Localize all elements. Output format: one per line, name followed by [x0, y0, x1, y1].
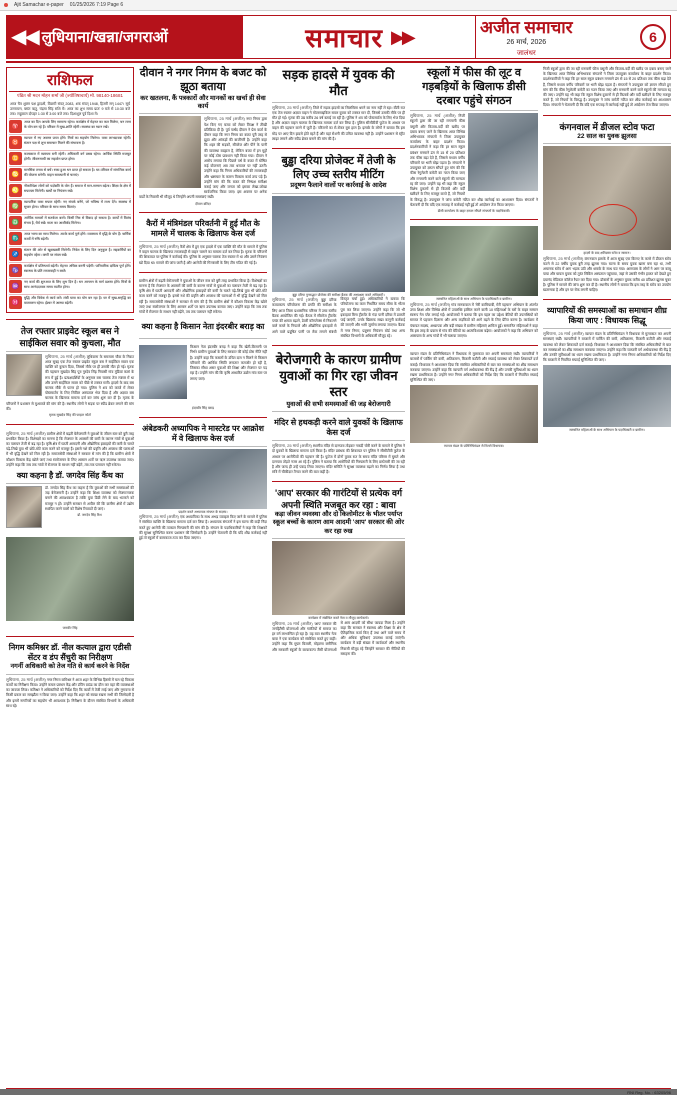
article-nagar-nigam — [139, 67, 267, 206]
column-4 — [410, 67, 538, 1085]
rule — [272, 440, 405, 441]
article-text: नगर निगम कमिश्नर ने आज शहर के विभिन्न हिस्सों में चल रहे विकास कार्यों का निरीक्षण किया। उन्होंने कचरा प्रबंधन केंद्र और डंपिंग ग्राउंड का दौरा कर वहां की व्यवस्थाओं का जायजा लिया। कमिश्नर ने अधिकारियों को निर्देश दिए कि कार्यों में तेजी लाई जाए और गुणवत्ता से किसी प्रकार का समझौता न किया जाए। उन्होंने कहा कि शहर को स्वच्छ रखना सभी की जिम्मेदारी है और इसमें नागरिकों का सहयोग भी आवश्यक है। निरीक्षण के दौरान संबंधित विभागों के अधिकारी साथ रहे। — [6, 677, 135, 708]
horoscope-subtitle: पंडित श्री मदन मोहन शर्मा जी (ज्योतिषाचार्य) मो. 98140-18681 — [17, 93, 123, 98]
article-photo — [272, 541, 405, 615]
column-3 — [272, 67, 405, 1085]
masthead-title-block — [243, 16, 475, 58]
list-item — [9, 214, 131, 230]
rule — [272, 538, 405, 539]
zodiac-text: आज का दिन आपके लिए सामान्य रहेगा। कार्यक्षेत्र में मेहनत का फल मिलेगा, धन लाभ के योग बन रहे हैं। परिवार में सुख-शांति रहेगी। स्वास्थ्य का ध्यान रखें। — [24, 120, 131, 130]
article-photo-group — [6, 537, 134, 621]
article-photo — [543, 146, 671, 250]
article-byline: लुधियाना, 25 मार्च (अजीत) — [6, 430, 46, 436]
article-text: स्थानीय मंदिर से दानपात्र तोड़कर नकदी चोरी करने के मामले में पुलिस ने दो युवकों के खिलाफ मामला दर्ज किया है। मंदिर प्रबंधक की शिकायत पर पुलिस ने सीसीटीवी फुटेज के आधार पर आरोपियों की पहचान की है। फुटेज में दोनों युवक रात के समय मंदिर परिसर में घुसते और दानपात्र तोड़ते नजर आ रहे हैं। पुलिस ने बताया कि आरोपियों की गिरफ्तारी के लिए छापेमारी की जा रही है और जल्द ही उन्हें पकड़ लिया जाएगा। मंदिर समिति ने सुरक्षा व्यवस्था बढ़ाने का निर्णय लिया है तथा रात्रि में चौकीदार तैनात करने की बात कही है। — [272, 444, 406, 475]
article-headline: निगम कमिश्नर डॉ. नील कत्याल द्वारा एडीसी सेंटर व डंप सैंचुरी का निरीक्षण — [8, 643, 132, 663]
article-subheadline: नगर्नी अधिकारी को तेज गति से कार्य करने के निर्देश — [10, 663, 130, 671]
article-headline: 'आप' सरकार की गारंटियों से प्रत्येक वर्ग अपनी स्थिति मजबूत कर रहा : बावा — [274, 488, 403, 510]
masthead-edition-block — [7, 16, 243, 58]
masthead-brand-block — [475, 16, 670, 58]
article-byline: लुधियाना, 25 मार्च (अजीत) — [543, 255, 584, 261]
article-photo — [6, 486, 42, 528]
photo-caption: डॉ. जगदेव सिंह कैंथ — [77, 512, 102, 517]
article-subheadline: क्या कहना है डॉ. जगदेव सिंह कैंथ का — [16, 470, 124, 480]
content-grid — [6, 67, 671, 1085]
rule — [6, 351, 134, 352]
zodiac-text: संतान की ओर से खुशखबरी मिलेगी। निवेश के लिए दिन अनुकूल है। सहकर्मियों का सहयोग रहेगा। वाणी पर संयम रखें। — [24, 248, 131, 258]
article-photo — [543, 365, 671, 427]
article-text-2: डॉ. जगदेव सिंह कैंथ का कहना है कि युवाओं की सभी समस्याओं की जड़ बेरोजगारी है। उन्होंने कहा कि शिक्षा व्यवस्था को रोजगारपरक बनाने की आवश्यकता है ताकि युवा डिग्री लेने के बाद भटकने को मजबूर न हों। उन्होंने सरकार से अपील की कि ग्रामीण क्षेत्रों में उद्योग स्थापित करने वालों को विशेष रियायतें दी जाएं। — [45, 485, 134, 511]
zodiac-text: मानसिक तनाव से बचें। रुका हुआ धन प्राप्त हो सकता है। घर-परिवार में मांगलिक कार्य की योजना बनेगी। वाहन सावधानी से चलाएं। — [24, 168, 131, 178]
article-byline: लुधियाना, 25 मार्च (अजीत) — [204, 116, 245, 122]
article-ambedkar — [139, 424, 267, 541]
article-headline: अंबेडकरी अध्यापिक ने मास्टरेड पर आक्रोश में वे खिलाफ केस दर्ज — [142, 423, 264, 443]
photo-caption: दीवान बरिंदर — [195, 201, 211, 206]
article-road-death — [272, 67, 405, 142]
zodiac-icon: ♋ — [9, 168, 22, 181]
window-title: Ajit Samachar e-paper — [14, 2, 64, 8]
list-item — [9, 230, 131, 246]
photo-caption: कार्यक्रम में संबोधित करते नेता व मौजूद कार्यकर्ता। — [308, 616, 369, 621]
photo-caption: बुड्ढा दरिया पुनरुद्धार प्रोजेक्ट की समीक्षा बैठक की अध्यक्षता करते अधिकारी। — [292, 292, 385, 297]
rule — [543, 143, 671, 144]
article-text: 'आप' सरकार की जनहितैषी योजनाओं और गारंटियों से समाज का हर वर्ग लाभान्वित हो रहा है। यह बात स्थानीय नेता बावा ने एक कार्यक्रम को संबोधित करते हुए कही। उन्होंने कहा कि मुफ्त बिजली, मोहल्ला क्लीनिक और सरकारी स्कूलों के कायाकल्प जैसी योजनाओं से आम आदमी को सीधा फायदा मिला है। उन्होंने कहा कि सरकार ने स्वास्थ्य और शिक्षा के क्षेत्र में ऐतिहासिक कार्य किए हैं तथा आने वाले समय में और अधिक सुविधाएं उपलब्ध कराई जाएंगी। कार्यक्रम में बड़ी संख्या में कार्यकर्ता और स्थानीय निवासी मौजूद रहे जिन्होंने सरकार की नीतियों की सराहना की। — [272, 620, 405, 656]
article-body-2 — [6, 486, 134, 512]
article-headline: मंदिर से हथकड़ी करने वाले युवकों के खिलाफ केस दर्ज — [274, 418, 403, 438]
section-divider — [139, 417, 267, 418]
article-body — [543, 331, 671, 363]
article-byline: लुधियाना, 25 मार्च (अजीत) — [45, 353, 86, 359]
article-text: कंगनवाल इलाके में आज सुबह एक किराए के कमरे में डीजल स्टोव फटने से 22 वर्षीय युवक बुरी तरह झुलस गया। घटना के समय युवक खाना बना रहा था, तभी अचानक स्टोव में आग भड़क उठी और धमाके के साथ फट गया। आसपास के लोगों ने आग पर काबू पाया और घायल युवक को तुरंत सिविल अस्पताल पहुंचाया, जहां से उसकी गंभीर हालत को देखते हुए दयानंद मेडिकल कॉलेज रैफर कर दिया गया। डॉक्टरों के अनुसार युवक करीब 40 प्रतिशत झुलस चुका है। पुलिस ने मामले की जांच शुरू कर दी है। स्थानीय लोगों ने बताया कि इस तरह के स्टोव का उपयोग खतरनाक है और इन पर रोक लगनी चाहिए। — [543, 256, 671, 292]
article-headline: व्यापारियों की समस्याओं का समाधान शीघ्र किया जाए : विधायक सिद्धू — [547, 306, 667, 326]
list-item — [9, 134, 131, 150]
photo-caption: प्रदर्शन करते अध्यापक संगठन के सदस्य। — [178, 509, 228, 514]
article-text: व्यापार मंडल के प्रतिनिधिमंडल ने विधायक से मुलाकात कर अपनी समस्याएं रखीं। व्यापारियों ने बाजारों में पार्किंग की कमी, अतिक्रमण, बिजली कटौती और सफाई व्यवस्था को लेकर शिकायतें दर्ज कराईं। विधायक ने आश्वासन दिया कि संबंधित अधिकारियों से बात कर समस्याओं का शीघ्र समाधान करवाया जाएगा। उन्होंने कहा कि व्यापारी वर्ग अर्थव्यवस्था की रीढ़ है और उनकी सुविधाओं का ध्यान रखना प्राथमिकता है। उन्होंने नगर निगम अधिकारियों को निर्देश दिए कि बाजारों में नियमित सफाई सुनिश्चित की जाए। — [543, 332, 672, 363]
list-item — [9, 294, 131, 310]
rule — [543, 328, 671, 329]
article-body — [6, 431, 134, 468]
footer-rni: RNI Reg. No. : 63205/96 — [627, 1090, 671, 1095]
article-byline: लुधियाना, 25 मार्च (अजीत) — [410, 301, 451, 307]
column-1 — [6, 67, 134, 1085]
zodiac-icon: ♑ — [9, 264, 22, 277]
section-divider — [272, 345, 405, 346]
article-text: नगर निगम द्वारा पेश किए गए बजट को लेकर विपक्ष ने तीखी प्रतिक्रिया दी है। पूर्व पार्षद दीवान ने प्रेस वार्ता के दौरान कहा कि नगर निगम का बजट पूरी तरह से झूठा और आंकड़ों की बाजीगरी है। उन्होंने कहा कि शहर की सड़कों, सीवरेज और पीने के पानी की व्यवस्था बदहाल है, लेकिन बजट में इन मुद्दों पर कोई ठोस प्रावधान नहीं किया गया। दीवान ने आरोप लगाया कि पिछले वर्ष के बजट में घोषित कई योजनाएं अब तक धरातल पर नहीं उतरीं। उन्होंने कहा कि निगम अधिकारियों की लापरवाही और भ्रष्टाचार के कारण विकास कार्य ठप्प पड़े हैं। उन्होंने मांग की कि बजट की निष्पक्ष समीक्षा कराई जाए और जनता को इसका लेखा-जोखा सार्वजनिक किया जाए। इस अवसर पर अनेक वार्डों के निवासी भी मौजूद थे जिन्होंने अपनी समस्याएं रखीं। — [139, 117, 268, 200]
photo-caption: सम्मानित महिलाओं के साथ अभियान के पदाधिकारी व ग्रामीण। — [569, 428, 645, 433]
article-headline: सड़क हादसे में युवक की मौत — [282, 67, 395, 99]
article-cylinder — [543, 122, 671, 294]
article-kairon — [139, 219, 267, 266]
zodiac-text: कार्यक्षेत्र में प्रतिस्पर्धा बढ़ेगी। मेहनत अधिक करनी पड़ेगी। पारिवारिक दायित्व पूर्ण होंगे। स्वास्थ्य के प्रति लापरवाही न बरतें। — [24, 264, 131, 274]
zodiac-text: व्यापार में नए अवसर प्राप्त होंगे। मित्रों का सहयोग मिलेगा। यात्रा लाभदायक रहेगी। संतान पक्ष से शुभ समाचार मिलने की संभावना है। — [24, 136, 131, 146]
rule — [139, 241, 267, 242]
article-byline: लुधियाना, 25 मार्च (अजीत) — [139, 514, 179, 520]
rule — [272, 102, 405, 103]
article-text: ग्रामीण क्षेत्रों में बढ़ती बेरोजगारी ने युवाओं के जीवन स्तर को बुरी तरह प्रभावित किया है। विशेषज्ञों का मानना है कि रोजगार के अवसरों की कमी के कारण गांवों से युवाओं का पलायन तेजी से बढ़ रहा है। कृषि क्षेत्र में घटती आमदनी और औद्योगिक इकाइयों की कमी के चलते पढ़े-लिखे युवा भी छोटे-मोटे काम करने को मजबूर हैं। इससे नशे की प्रवृत्ति और अपराध की घटनाओं में भी वृद्धि देखने को मिल रही है। समाजसेवी संस्थाओं ने सरकार से मांग की है कि ग्रामीण क्षेत्रों में कौशल विकास केंद्र खोले जाएं तथा स्वरोजगार के लिए आसान शर्तों पर ऋण उपलब्ध कराया जाए। उन्होंने कहा कि जब तक गांवों में रोजगार के साधन नहीं बढ़ेंगे, तब तक पलायन नहीं रुकेगा। — [6, 431, 134, 467]
rule — [6, 674, 134, 675]
list-item — [9, 278, 131, 294]
rule — [272, 193, 405, 194]
article-bus-accident — [6, 326, 134, 417]
article-photo — [6, 354, 42, 396]
section-divider — [410, 345, 538, 346]
article-subheadline: कड़ा जीवन व्यवस्था और दो किलोमीटर के भीतर पर्याप्त स्कूल बच्चों के कारण आम आदमी 'आप' सरकार की ओर कर रहा रुख — [272, 510, 405, 535]
photo-caption: इंदरबीर सिंह बराड़ — [192, 406, 214, 411]
article-byline: लुधियाना, 25 मार्च (अजीत) — [272, 620, 313, 626]
zodiac-icon: ♍ — [9, 200, 22, 213]
list-item — [9, 150, 131, 166]
article-body — [543, 67, 671, 109]
article-text: गांव मानकवाल में 'मेरी कामियाबी, मेरी पहचान' अभियान के अंतर्गत उच्च शिक्षा और विभिन्न क्षेत्रों में उपलब्धि हासिल करने वाली 10 महिलाओं के घरों के बाहर सम्मान स्वरूप नेम प्लेट लगाई गईं। आयोजकों ने बताया कि इस पहल का उद्देश्य बेटियों की उपलब्धियों को समाज में पहचान दिलाना और अन्य लड़कियों को आगे बढ़ने के लिए प्रेरित करना है। कार्यक्रम में पंचायत सदस्य, अध्यापक और बड़ी संख्या में ग्रामीण महिलाएं शामिल हुईं। सम्मानित महिलाओं ने कहा कि इस तरह के प्रयास से गांव की बेटियों का आत्मविश्वास बढ़ेगा। आयोजकों ने कहा कि अभियान को आसपास के अन्य गांवों में भी चलाया जाएगा। — [410, 302, 539, 338]
article-byline: लुधियाना, 25 मार्च (अजीत) — [139, 244, 179, 250]
column-2 — [139, 67, 267, 1085]
article-byline: लुधियाना, 25 मार्च (अजीत) — [272, 443, 312, 449]
article-unemployment-main — [272, 352, 405, 414]
article-women-awards-col4 — [410, 226, 538, 339]
zodiac-icon: ♌ — [9, 184, 22, 197]
article-headline: बुड्ढा दरिया प्रोजेक्ट में तेजी के लिए उच्च स्तरीय मीटिंग — [281, 154, 396, 181]
article-body — [410, 113, 538, 208]
article-school-fees — [410, 67, 538, 213]
rule — [410, 110, 538, 111]
article-aap-govt — [272, 488, 405, 657]
rule — [139, 446, 267, 447]
article-body — [139, 116, 267, 200]
masthead-rule — [6, 61, 671, 63]
article-byline: लुधियाना, 25 मार्च (अजीत) — [272, 297, 319, 303]
rule — [139, 113, 267, 114]
masthead — [6, 15, 671, 59]
photo-caption: मृतक सुखदेव सिंह की फाइल फोटो — [48, 413, 91, 418]
article-body — [6, 354, 134, 412]
article-text: जिले में सड़क हादसों का सिलसिला थमने का नाम नहीं ले रहा। बीती रात एक तेज रफ्तार अज्ञात वाहन ने मोटरसाइकिल सवार युवक को टक्कर मार दी, जिससे उसकी मौके पर ही मौत हो गई। मृतक की उम्र करीब 26 वर्ष बताई जा रही है। पुलिस ने शव को पोस्टमार्टम के लिए भेज दिया है और अज्ञात वाहन चालक के खिलाफ मामला दर्ज कर लिया है। पुलिस सीसीटीवी फुटेज के आधार पर वाहन की पहचान करने में जुटी है। परिजनों का रो-रोकर बुरा हाल है। इलाके के लोगों ने बताया कि इस मोड़ पर आए दिन हादसे होते रहते हैं और यहां रोशनी की उचित व्यवस्था नहीं है। उन्होंने प्रशासन से स्ट्रीट लाइट लगाने और स्पीड ब्रेकर बनाने की मांग की है। — [272, 105, 406, 141]
article-subheadline: युवाओं की सभी समस्याओं की जड़ बेरोजगारी — [286, 400, 391, 408]
article-theft-case — [272, 418, 405, 475]
zodiac-text: आज भाग्य का साथ मिलेगा। अटके कार्य पूर्ण होंगे। व्यवसाय में वृद्धि के योग हैं। धार्मिक कार्यों में रुचि बढ़ेगी। — [24, 232, 131, 242]
article-body — [410, 352, 538, 383]
article-body — [410, 302, 538, 339]
edition-label: लुधियाना/खन्ना/जगराओं — [41, 29, 168, 46]
article-photo — [468, 113, 538, 191]
zodiac-text: आर्थिक मामलों में सतर्कता बरतें। किसी मित्र से विवाद हो सकता है। कार्यों में विलंब संभव है, धैर्य रखें। माता का आशीर्वाद मिलेगा। — [24, 216, 131, 226]
article-photo — [272, 196, 405, 292]
article-photo — [139, 449, 267, 509]
paper-title: समाचार — [305, 23, 384, 53]
article-body — [6, 677, 134, 709]
article-unemployment-col2 — [139, 279, 267, 315]
page-footer — [6, 1088, 671, 1095]
article-photo — [410, 385, 538, 443]
column-5 — [543, 67, 671, 1085]
list-item — [9, 246, 131, 262]
article-text: व्यापार मंडल के प्रतिनिधिमंडल ने विधायक से मुलाकात कर अपनी समस्याएं रखीं। व्यापारियों ने बाजारों में पार्किंग की कमी, अतिक्रमण, बिजली कटौती और सफाई व्यवस्था को लेकर शिकायतें दर्ज कराईं। विधायक ने आश्वासन दिया कि संबंधित अधिकारियों से बात कर समस्याओं का शीघ्र समाधान करवाया जाएगा। उन्होंने कहा कि व्यापारी वर्ग अर्थव्यवस्था की रीढ़ है और उनकी सुविधाओं का ध्यान रखना प्राथमिकता है। उन्होंने नगर निगम अधिकारियों को निर्देश दिए कि बाजारों में नियमित सफाई सुनिश्चित की जाए। — [410, 352, 538, 383]
section-divider — [6, 636, 134, 637]
brand-name: अजीत समाचार — [480, 18, 573, 37]
photo-caption: व्यापार मंडल के प्रतिनिधिमंडल से मिलते विधायक। — [443, 444, 505, 449]
article-text: निजी स्कूलों द्वारा की जा रही मनमानी फीस वसूली और किताब-वर्दी की खरीद पर दबाव बनाए जाने के खिलाफ आज विभिन्न अभिभावक संगठनों ने जिला उपायुक्त कार्यालय के बाहर प्रदर्शन किया। प्रदर्शनकारियों ने कहा कि हर साल स्कूल प्रबंधन मनमाने ढंग से 15 से 20 प्रतिशत तक फीस बढ़ा देते हैं, जिससे मध्यम वर्गीय परिवारों पर भारी बोझ पड़ता है। संगठनों ने उपायुक्त को ज्ञापन सौंपते हुए मांग की कि फीस रेगुलेटरी कमेटी का गठन किया जाए और मनमानी करने वाले स्कूलों की मान्यता रद्द की जाए। उन्होंने यह भी कहा कि स्कूल विशेष दुकानों से ही किताबें और वर्दी खरीदने के लिए मजबूर करते हैं, जो नियमों के विरुद्ध है। उपायुक्त ने जांच कमेटी गठित कर शीघ्र कार्रवाई का आश्वासन दिया। संगठनों ने चेतावनी दी कि यदि एक सप्ताह में कार्रवाई नहीं हुई तो आंदोलन तेज किया जाएगा। — [543, 67, 671, 108]
article-headline: कंगनवाल में डीजल स्टोव फटा — [559, 121, 655, 132]
article-body — [543, 256, 671, 293]
zodiac-icon: ♓ — [9, 296, 22, 309]
article-headline: तेज रफ्तार प्राइवेट स्कूल बस ने साईकिल सवार को कुचला, मौत — [19, 326, 121, 348]
article-byline: लुधियाना, 25 मार्च (अजीत) — [6, 676, 46, 682]
issue-date: 26 मार्च, 2026 — [506, 39, 547, 46]
zodiac-icon: ♎ — [9, 216, 22, 229]
article-subheadline: प्रदूषण फैलाने वालों पर कार्रवाई के आदेश — [290, 182, 387, 190]
article-text: निजी स्कूलों द्वारा की जा रही मनमानी फीस वसूली और किताब-वर्दी की खरीद पर दबाव बनाए जाने के खिलाफ आज विभिन्न अभिभावक संगठनों ने जिला उपायुक्त कार्यालय के बाहर प्रदर्शन किया। प्रदर्शनकारियों ने कहा कि हर साल स्कूल प्रबंधन मनमाने ढंग से 15 से 20 प्रतिशत तक फीस बढ़ा देते हैं, जिससे मध्यम वर्गीय परिवारों पर भारी बोझ पड़ता है। संगठनों ने उपायुक्त को ज्ञापन सौंपते हुए मांग की कि फीस रेगुलेटरी कमेटी का गठन किया जाए और मनमानी करने वाले स्कूलों की मान्यता रद्द की जाए। उन्होंने यह भी कहा कि स्कूल विशेष दुकानों से ही किताबें और वर्दी खरीदने के लिए मजबूर करते हैं, जो नियमों के विरुद्ध है। उपायुक्त ने जांच कमेटी गठित कर शीघ्र कार्रवाई का आश्वासन दिया। संगठनों ने चेतावनी दी कि यदि एक सप्ताह में कार्रवाई नहीं हुई तो आंदोलन तेज किया जाएगा। — [410, 114, 538, 207]
list-item — [9, 166, 131, 182]
rule — [272, 411, 405, 412]
list-item — [9, 262, 131, 278]
issue-place: जालंधर — [516, 49, 536, 57]
left-arrows-icon: ◀◀ — [11, 26, 38, 48]
article-body — [272, 105, 405, 142]
article-photo — [139, 345, 187, 399]
section-divider — [6, 424, 134, 425]
article-body — [272, 297, 405, 339]
list-item — [9, 198, 131, 214]
photo-highlight-circle — [589, 204, 637, 236]
article-photo — [139, 116, 201, 188]
window-titlebar — [0, 0, 677, 11]
section-divider — [410, 219, 538, 220]
article-headline: स्कूलों में फीस की लूट व गड़बड़ियों के खिलाफ डीसी दरबार पहुंचे संगठन — [422, 67, 526, 107]
page-sheet — [0, 11, 677, 1095]
article-headline: कैरों में मंत्रिमंडल परिवर्तनी में हुई मौत के मामले में चालक के खिलाफ केस दर्ज — [146, 219, 260, 239]
zodiac-icon: ♏ — [9, 232, 22, 245]
article-hospital — [6, 643, 134, 709]
list-item — [9, 182, 131, 198]
section-divider — [139, 212, 267, 213]
article-text: एक अध्यापिका के साथ अभद्र व्यवहार किए जाने के मामले में पुलिस ने संबंधित व्यक्ति के खिलाफ मामला दर्ज कर लिया है। अध्यापक संगठनों ने इस घटना की कड़ी निंदा करते हुए आरोपी की तत्काल गिरफ्तारी की मांग की है। संगठन के पदाधिकारियों ने कहा कि शिक्षकों की सुरक्षा सुनिश्चित करना प्रशासन की जिम्मेदारी है। उन्होंने चेतावनी दी कि यदि शीघ्र कार्रवाई नहीं हुई तो स्कूलों में कामकाज ठप्प कर दिया जाएगा। — [139, 515, 268, 540]
section-divider — [543, 299, 671, 300]
article-byline: लुधियाना, 25 मार्च (अजीत) — [410, 113, 456, 119]
article-body — [139, 244, 267, 266]
horoscope-intro: आज चैत्र शुक्ल पक्ष द्वादशी, विक्रमी संवत् 2083, शक संवत् 1948, हिजरी सन् 1447। सूर्य उत्तरायण, बसंत ऋतु, चंद्रमा सिंह राशि में। आज का शुभ समय प्रातः 9 बजे से 10:30 बजे तक। राहुकाल दोपहर 1:30 से 3:00 बजे तक। दिशाशूल पूर्व दिशा में। — [10, 101, 130, 117]
zodiac-icon: ♒ — [9, 280, 22, 293]
article-traders-col4 — [410, 352, 538, 449]
zodiac-text: कामकाज में व्यस्तता बनी रहेगी। अधिकारी वर्ग प्रसन्न रहेगा। आर्थिक स्थिति मजबूत होगी। जीवनसाथी का सहयोग प्राप्त होगा। — [24, 152, 131, 162]
zodiac-icon: ♐ — [9, 248, 22, 261]
section-divider — [139, 272, 267, 273]
article-school-fees-cont — [543, 67, 671, 109]
horoscope-box — [6, 67, 134, 313]
zodiac-icon: ♈ — [9, 120, 22, 133]
section-divider — [272, 148, 405, 149]
article-text: ग्रामीण क्षेत्रों में बढ़ती बेरोजगारी ने युवाओं के जीवन स्तर को बुरी तरह प्रभावित किया है। विशेषज्ञों का मानना है कि रोजगार के अवसरों की कमी के कारण गांवों से युवाओं का पलायन तेजी से बढ़ रहा है। कृषि क्षेत्र में घटती आमदनी और औद्योगिक इकाइयों की कमी के चलते पढ़े-लिखे युवा भी छोटे-मोटे काम करने को मजबूर हैं। इससे नशे की प्रवृत्ति और अपराध की घटनाओं में भी वृद्धि देखने को मिल रही है। समाजसेवी संस्थाओं ने सरकार से मांग की है कि ग्रामीण क्षेत्रों में कौशल विकास केंद्र खोले जाएं तथा स्वरोजगार के लिए आसान शर्तों पर ऋण उपलब्ध कराया जाए। उन्होंने कहा कि जब तक गांवों में रोजगार के साधन नहीं बढ़ेंगे, तब तक पलायन नहीं रुकेगा। — [139, 278, 267, 315]
rule — [139, 338, 267, 339]
zodiac-text: नौकरीपेशा लोगों को पदोन्नति के योग हैं। समाज में मान-सम्मान बढ़ेगा। शिक्षा के क्षेत्र में सफलता मिलेगी। खर्चों पर नियंत्रण रखें। — [24, 184, 131, 194]
article-text: लुधियाना के समराला चौक के निकट आज सुबह एक तेज रफ्तार प्राइवेट स्कूल बस ने साईकिल सवार एक व्यक्ति को कुचल दिया, जिससे मौके पर ही उसकी मौत हो गई। मृतक की पहचान सुखदेव सिंह पुत्र गुरदेव सिंह निवासी गांव मुंडियां कलां के रूप में हुई है। प्रत्यक्षदर्शियों के अनुसार बस चालक तेज रफ्तार में था और उसने साईकिल सवार को पीछे से टक्कर मारी। हादसे के बाद बस चालक मौके से फरार हो गया। पुलिस ने शव को कब्जे में लेकर पोस्टमार्टम के लिए सिविल अस्पताल भेज दिया है और अज्ञात बस चालक के खिलाफ मामला दर्ज कर जांच शुरू कर दी है। मृतक के परिजनों ने प्रशासन से मुआवजे की मांग की है। स्थानीय लोगों ने सड़क पर स्पीड ब्रेकर लगाने की मांग की। — [6, 354, 135, 411]
section-divider — [6, 319, 134, 320]
window-meta: 01/25/2026 7:19 Page 6 — [69, 2, 124, 8]
window-dot — [4, 3, 8, 7]
article-photo — [410, 226, 538, 296]
article-text: कैरों क्षेत्र में हुए एक हादसे में एक व्यक्ति की मौत के मामले में पुलिस ने वाहन चालक के खिलाफ लापरवाही से वाहन चलाने का मामला दर्ज कर लिया है। मृतक के परिजनों की शिकायत पर पुलिस ने कार्रवाई की। पुलिस के अनुसार चालक तेज रफ्तार में था और उसने नियंत्रण खो दिया था। मामले की जांच जारी है और आरोपी की गिरफ्तारी के लिए टीम गठित की गई है। — [139, 245, 268, 265]
article-budha-darya — [272, 155, 405, 339]
article-body — [272, 621, 405, 657]
article-body — [272, 443, 405, 475]
issue-date-block — [480, 38, 573, 59]
zodiac-text: नए कार्य की शुरुआत के लिए शुभ दिन है। धन आगमन के मार्ग प्रशस्त होंगे। मित्रों के साथ आनंददायक समय व्यतीत होगा। — [24, 280, 131, 290]
article-traders — [543, 306, 671, 433]
horoscope-title: राशिफल — [9, 70, 131, 92]
section-divider — [543, 115, 671, 116]
photo-caption: हादसे के बाद क्षतिग्रस्त स्टोव व सामान। — [583, 251, 631, 256]
article-byline: लुधियाना, 25 मार्च (अजीत) — [272, 104, 312, 110]
article-headline: बेरोजगारी के कारण ग्रामीण युवाओं का गिर रहा जीवन स्तर — [275, 351, 402, 400]
article-text: किसान नेता इंदरबीर बराड़ ने कहा कि खेती-किसानी पर निर्भर ग्रामीण युवाओं के लिए सरकार की कोई ठोस नीति नहीं है। उन्होंने कहा कि फसलों के उचित दाम न मिलने से किसान परिवारों की आर्थिक स्थिति लगातार कमजोर हो रही है, जिसका सीधा असर युवाओं की शिक्षा और रोजगार पर पड़ रहा है। उन्होंने मांग की कि कृषि आधारित उद्योग गांव स्तर पर लगाए जाएं। — [190, 345, 267, 381]
article-byline: लुधियाना, 25 मार्च (अजीत) — [543, 331, 584, 337]
section-divider — [272, 481, 405, 482]
article-subheadline: 22 साल का युवक झुलसा — [577, 132, 637, 140]
photo-caption: डीसी कार्यालय के बाहर ज्ञापन सौंपते संगठनों के पदाधिकारी। — [437, 208, 511, 213]
zodiac-text: व्यापारिक यात्रा सफल रहेगी। नए संपर्क बनेंगे, जो भविष्य में लाभ देंगे। स्वास्थ्य में सुधार होगा। परिवार के साथ समय बिताएं। — [24, 200, 131, 210]
article-body — [139, 514, 267, 541]
photo-caption: सम्मानित महिलाओं के साथ अभियान के पदाधिकारी व ग्रामीण। — [436, 297, 512, 302]
article-headline-farmer: क्या कहना है किसान नेता इंदरबीर बराड़ का — [141, 322, 265, 332]
list-item — [9, 118, 131, 134]
right-arrows-icon: ▶▶ — [391, 26, 413, 47]
zodiac-icon: ♊ — [9, 152, 22, 165]
zodiac-icon: ♉ — [9, 136, 22, 149]
zodiac-text: बुद्धि और विवेक से कार्य करें। लंबी यात्रा का योग बन रहा है। घर में सुख-समृद्धि का वातावरण रहेगा। ईश्वर में आस्था बढ़ेगी। — [24, 296, 131, 306]
article-headline: दीवान ने नगर निगम के बजट को झूठा बताया — [139, 67, 267, 93]
article-subheadline: कर खतलना, कैं पत्रकारों और मानकों का खर्चा ही सेवा कार्य — [140, 94, 266, 110]
page-number: 6 — [640, 24, 666, 50]
article-text: बुड्ढा दरिया कायाकल्प परियोजना की प्रगति की समीक्षा के लिए आज जिला प्रशासनिक परिसर में उच्च स्तरीय बैठक आयोजित की गई। बैठक में सीवरेज ट्रीटमेंट प्लांट की क्षमता बढ़ाने, डेयरी कॉम्प्लेक्स से निकलने वाले कचरे के निपटारे और औद्योगिक इकाइयों से आने वाले प्रदूषित पानी पर रोक लगाने संबंधी विस्तृत चर्चा हुई। अधिकारियों ने बताया कि परियोजना का काम निर्धारित समय सीमा के भीतर पूरा कर लिया जाएगा। उन्होंने कहा कि जो भी इकाइयां बिना ट्रीटमेंट के गंदा पानी दरिया में डालती पाई जाएंगी, उनके खिलाफ सख्त कानूनी कार्रवाई की जाएगी और भारी जुर्माना लगाया जाएगा। बैठक में नगर निगम, प्रदूषण नियंत्रण बोर्ड तथा अन्य संबंधित विभागों के अधिकारी मौजूद रहे। — [272, 297, 405, 338]
article-body-farmer — [139, 345, 267, 401]
photo-caption: जसवीर सिंह — [62, 625, 78, 630]
rule — [6, 483, 134, 484]
article-body — [139, 279, 267, 315]
article-unemployment-col1 — [6, 431, 134, 530]
